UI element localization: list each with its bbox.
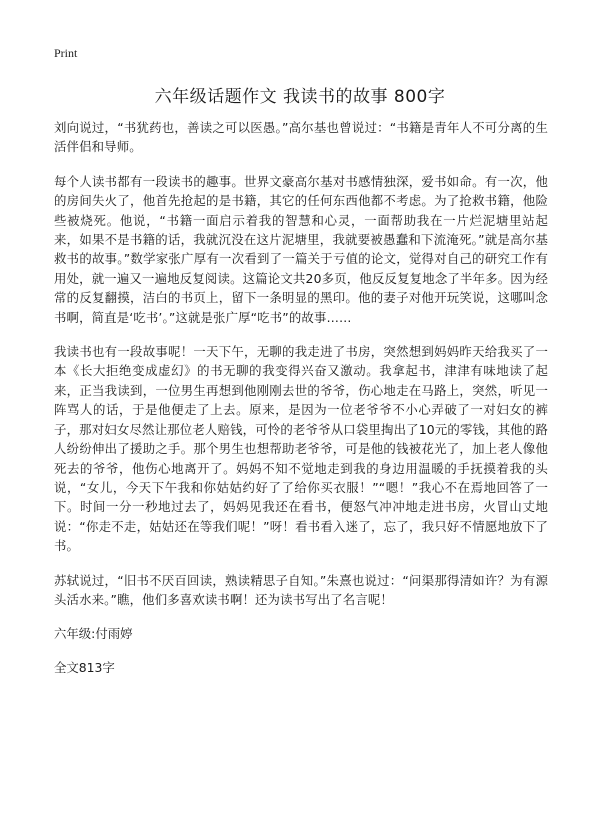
word-count: 全文813字 xyxy=(54,660,115,676)
paragraph-1: 刘向说过，“书犹药也，善读之可以医愚。”高尔基也曾说过：“书籍是青年人不可分离的生活伴侣和导师。 xyxy=(54,120,548,155)
print-link[interactable]: Print xyxy=(54,46,78,60)
document-title: 六年级话题作文 我读书的故事 800字 xyxy=(154,87,446,107)
author-byline: 六年级:付雨婷 xyxy=(54,626,133,642)
paragraph-3: 我读书也有一段故事呢！一天下午，无聊的我走进了书房，突然想到妈妈昨天给我买了一本《长大拒绝变成虚幻》的书无聊的我变得兴奋又激动。我拿起书，津津有味地读了起来，正当我读到，一位男生再想到他刚刚去世的爷爷，伤心地走在马路上，突然，听见一阵骂人的话，于是他便走了上去。原来，是因为一位老爷爷不小心弄破了一对妇女的裤子，那对妇女尽然让那位老人赔钱，可怜的老爷爷从口袋里掏出了10元的零钱，其他的路人纷纷伸出了援助之手。那个男生也想帮助老爷爷，可是他的钱被花光了，加上老人像他死去的爷爷，他伤心地离开了。妈妈不知不觉地走到我的身边用温暖的手抚摸着我的头说，“女儿，今天下午我和你姑姑约好了了给你买衣服！”“嗯！”我心不在焉地回答了一下。时间一分一秒地过去了，妈妈见我还在看书，便怒气冲冲地走进书房，火冒山丈地说：“你走不走，姑姑还在等我们呢！”呀！看书看入迷了，忘了，我只好不情愿地放下了书。 xyxy=(54,344,548,554)
paragraph-4: 苏轼说过，“旧书不厌百回读，熟读精思子自知。”朱熹也说过：“问渠那得清如许？为有源头活水来。”瞧，他们多喜欢读书啊！还为读书写出了名言呢！ xyxy=(54,572,548,607)
paragraph-2: 每个人读书都有一段读书的趣事。世界文豪高尔基对书感情独深，爱书如命。有一次，他的房间失火了，他首先抢起的是书籍，其它的任何东西他都不考虑。为了抢救书籍，他险些被烧死。他说，“书籍一面启示着我的智慧和心灵，一面帮助我在一片烂泥塘里站起来，如果不是书籍的话，我就沉没在这片泥塘里，我就要被愚蠢和下流淹死。”就是高尔基救书的故事。”数学家张广厚有一次看到了一篇关于亏值的论文，觉得对自己的研究工作有用处，就一遍又一遍地反复阅读。这篇论文共20多页，他反反复复地念了半年多。因为经常的反复翻摸，洁白的书页上，留下一条明显的黑印。他的妻子对他开玩笑说，这哪叫念书啊，简直是‘吃书’。”这就是张广厚“吃书”的故事…… xyxy=(54,173,548,325)
article-body xyxy=(54,118,548,677)
